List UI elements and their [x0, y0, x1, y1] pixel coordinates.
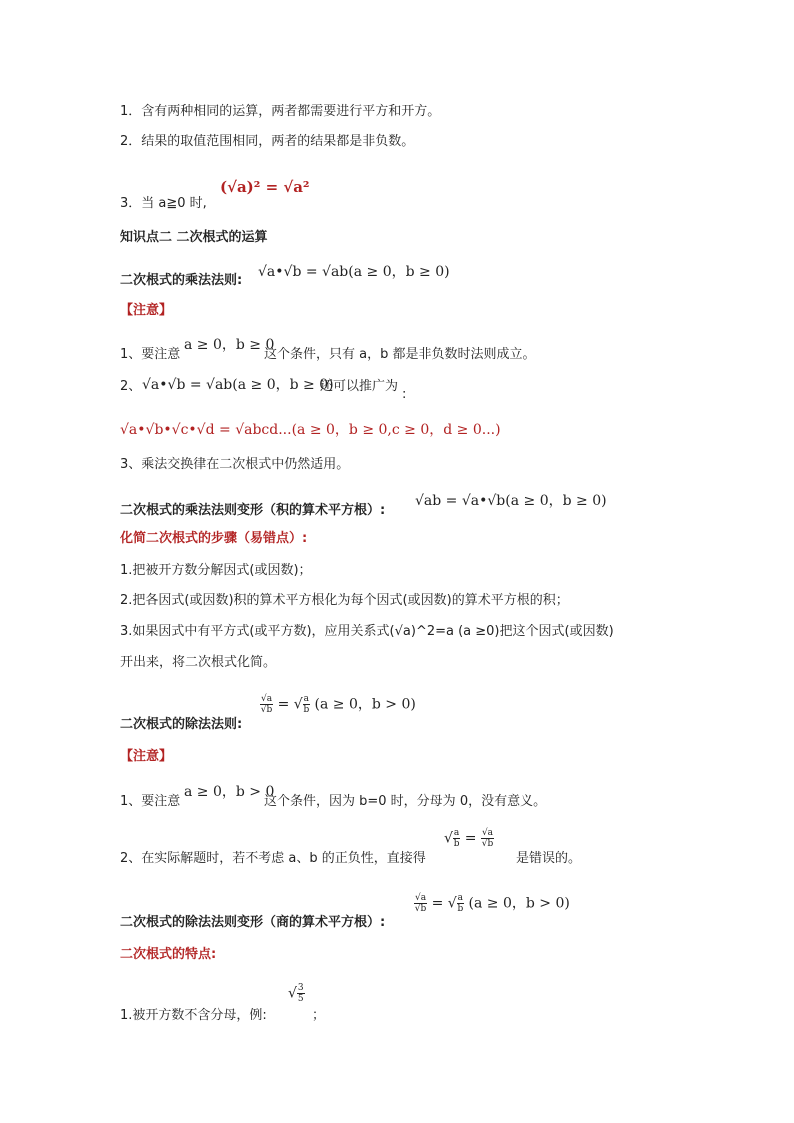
note-1a-suffix-text: 这个条件，只有 a，b 都是非负数时法则成立。 [264, 347, 536, 362]
note-1b-prefix: 2、 [120, 379, 142, 394]
div-rule-formula: $\frac{√a}{√b}$ = √ $\frac{a}{b}$ (a ≥ 0，b > 0) [260, 694, 416, 715]
note-2a-prefix: 1、要注意 [120, 794, 181, 809]
mult-variant-label: 二次根式的乘法法则变形（积的算术平方根）: [120, 503, 386, 518]
div-variant-condition: (a ≥ 0，b > 0) [468, 895, 570, 912]
note-2a-suffix: 这个条件，因为 b=0 时，分母为 0，没有意义。 [264, 794, 547, 809]
sqrt-of-frac: √ $\frac{a}{b}$ [293, 694, 310, 715]
div-rule-label: 二次根式的除法法则: [120, 717, 243, 732]
step-3b: 开出来，将二次根式化简。 [120, 655, 277, 670]
general-formula: √a•√b•√c•√d = √abcd...(a ≥ 0，b ≥ 0,c ≥ 0，d ≥ 0...) [120, 422, 501, 438]
div-variant-label: 二次根式的除法法则变形（商的算术平方根）: [120, 915, 386, 930]
note-label-2: 【注意】 [120, 749, 173, 764]
mult-rule-formula: √a•√b = √ab(a ≥ 0，b ≥ 0) [258, 264, 450, 280]
step-2: 2.把各因式(或因数)积的算术平方根化为每个因式(或因数)的算术平方根的积； [120, 593, 569, 608]
note-1a-suffix [264, 346, 535, 364]
mult-rule-label: 二次根式的乘法法则: [120, 273, 243, 288]
mult-variant-formula: √ab = √a•√b(a ≥ 0，b ≥ 0) [415, 493, 607, 509]
note-1a-prefix: 1、要注意 [120, 347, 181, 362]
step-3a: 3.如果因式中有平方式(或平方数)，应用关系式(√a)^2=a (a ≥0)把这个因式(或因数) [120, 624, 614, 639]
note-2b-formula: √ $\frac{a}{b}$ = $\frac{√a}{√b}$ [444, 828, 494, 849]
item-2: 2．结果的取值范围相同，两者的结果都是非负数。 [120, 134, 415, 149]
item-3-prefix: 3．当 a≧0 时, [120, 196, 207, 211]
heading-knowledge-point-2: 知识点二 二次根式的运算 [120, 230, 268, 245]
note-2a-condition: a ≥ 0，b > 0 [184, 784, 275, 800]
note-2b-prefix: 2、在实际解题时，若不考虑 a、b 的正负性，直接得 [120, 851, 426, 866]
note-1b-colon: : [402, 387, 407, 402]
feature-1-example: √ $\frac{3}{5}$ [288, 983, 304, 1004]
frac-sqrt-a-over-sqrt-b: $\frac{√a}{√b}$ [260, 694, 273, 715]
note-label-1: 【注意】 [120, 303, 173, 318]
note-1b-formula: √a•√b = √ab(a ≥ 0，b ≥ 0) [142, 377, 334, 393]
div-variant-formula: $\frac{√a}{√b}$ = √ $\frac{a}{b}$ (a ≥ 0，b > 0) [414, 893, 570, 914]
note-1c: 3、乘法交换律在二次根式中仍然适用。 [120, 457, 350, 472]
steps-title: 化简二次根式的步骤（易错点）: [120, 531, 308, 546]
div-rule-condition: (a ≥ 0，b > 0) [314, 696, 416, 713]
feature-1-prefix: 1.被开方数不含分母，例: [120, 1008, 267, 1023]
features-title: 二次根式的特点: [120, 947, 217, 962]
item-1: 1．含有两种相同的运算，两者都需要进行平方和开方。 [120, 104, 441, 119]
note-2b-suffix: 是错误的。 [516, 851, 582, 866]
formula-sqrt-square: (√a)² = √a² [220, 178, 310, 196]
note-1b-suffix: 还可以推广为 [320, 379, 399, 394]
step-1: 1.把被开方数分解因式(或因数)； [120, 563, 312, 578]
note-1a-condition: a ≥ 0，b ≥ 0 [184, 337, 275, 353]
feature-1-suffix: ； [312, 1008, 326, 1023]
